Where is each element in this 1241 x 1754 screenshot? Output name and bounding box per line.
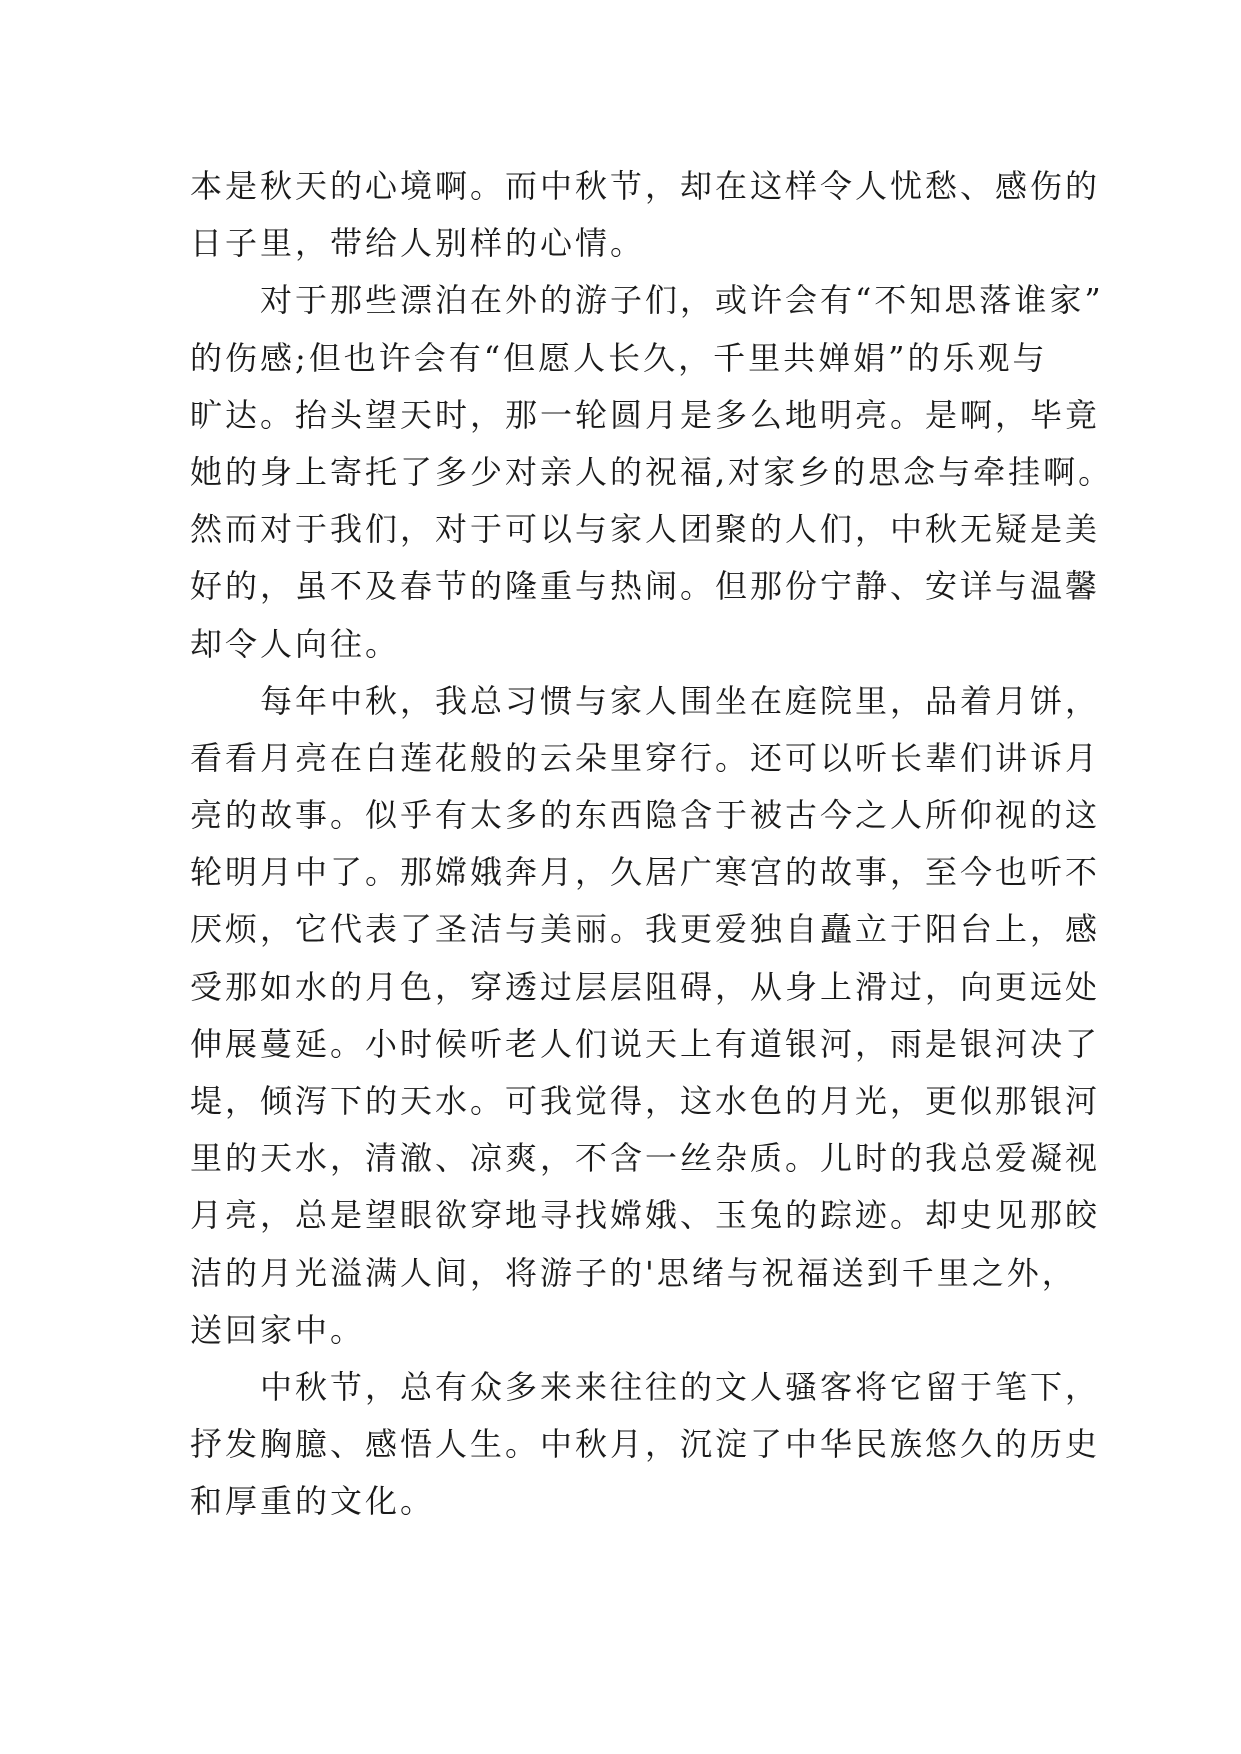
text-line: 看看月亮在白莲花般的云朵里穿行。还可以听长辈们讲诉月 xyxy=(190,738,1101,777)
text-line: 送回家中。 xyxy=(190,1310,366,1349)
text-line: 旷达。抬头望天时，那一轮圆月是多么地明亮。是啊，毕竟 xyxy=(190,395,1101,434)
text-line: 厌烦，它代表了圣洁与美丽。我更爱独自矗立于阳台上，感 xyxy=(190,910,1101,949)
text-line: 抒发胸臆、感悟人生。中秋月，沉淀了中华民族悠久的历史 xyxy=(190,1425,1101,1464)
text-line: 伸展蔓延。小时候听老人们说天上有道银河，雨是银河决了 xyxy=(190,1024,1101,1063)
text-line: 亮的故事。似乎有太多的东西隐含于被古今之人所仰视的这 xyxy=(190,796,1101,835)
text-line: 里的天水，清澈、凉爽，不含一丝杂质。儿时的我总爱凝视 xyxy=(190,1139,1101,1178)
body-text xyxy=(190,158,1114,1531)
text-line: 每年中秋，我总习惯与家人围坐在庭院里，品着月饼， xyxy=(260,681,1101,720)
text-line: 好的，虽不及春节的隆重与热闹。但那份宁静、安详与温馨 xyxy=(190,567,1101,606)
text-line: 对于那些漂泊在外的游子们，或许会有“不知思落谁家” xyxy=(260,281,1104,320)
text-line: 她的身上寄托了多少对亲人的祝福,对家乡的思念与牵挂啊。 xyxy=(190,452,1114,491)
text-line: 和厚重的文化。 xyxy=(190,1482,436,1521)
text-line: 轮明月中了。那嫦娥奔月，久居广寒宫的故事，至今也听不 xyxy=(190,853,1101,892)
text-line: 本是秋天的心境啊。而中秋节，却在这样令人忧愁、感伤的 xyxy=(190,167,1101,205)
text-line: 的伤感;但也许会有“但愿人长久，千里共婵娟”的乐观与 xyxy=(190,338,1048,377)
text-line: 堤，倾泻下的天水。可我觉得，这水色的月光，更似那银河 xyxy=(190,1082,1101,1120)
text-line: 月亮，总是望眼欲穿地寻找嫦娥、玉兔的踪迹。却史见那皎 xyxy=(190,1196,1101,1235)
text-line: 洁的月光溢满人间，将游子的'思绪与祝福送到千里之外， xyxy=(190,1253,1077,1292)
text-line: 中秋节，总有众多来来往往的文人骚客将它留于笔下， xyxy=(260,1367,1101,1406)
text-line: 却令人向往。 xyxy=(190,624,401,663)
text-line: 然而对于我们，对于可以与家人团聚的人们，中秋无疑是美 xyxy=(190,510,1101,549)
text-line: 受那如水的月色，穿透过层层阻碍，从身上滑过，向更远处 xyxy=(190,967,1101,1006)
text-line: 日子里，带给人别样的心情。 xyxy=(190,224,646,263)
